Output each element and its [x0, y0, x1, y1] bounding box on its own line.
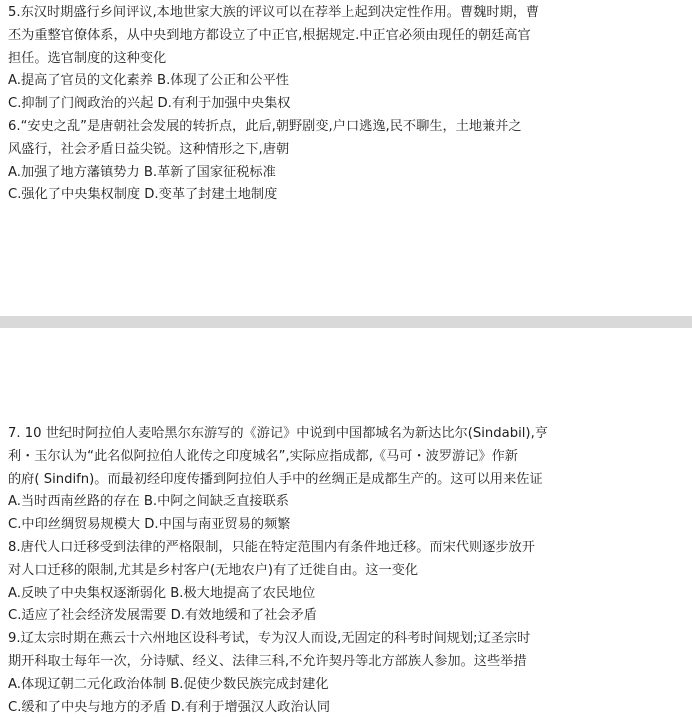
question-6-options-ab: A.加强了地方藩镇势力 B.革新了国家征税标准: [8, 164, 276, 180]
question-6: [8, 116, 688, 207]
question-8-line-2: 对人口迁移的限制,尤其是乡村客户(无地农户)有了迁徙自由。这一变化: [8, 562, 419, 578]
question-9-options-ab: A.体现辽朝二元化政治体制 B.促使少数民族完成封建化: [8, 676, 329, 692]
question-8-options-ab: A.反映了中央集权逐渐弱化 B.极大地提高了农民地位: [8, 585, 316, 601]
question-5: [8, 2, 688, 116]
question-9-line-2: 期开科取士每年一次，分诗赋、经义、法律三科,不允许契丹等北方部族人参加。这些举措: [8, 653, 527, 669]
question-5-line-3: 担任。选官制度的这种变化: [8, 50, 167, 66]
question-9-options-cd: C.缓和了中央与地方的矛盾 D.有利于增强汉人政治认同: [8, 699, 331, 715]
question-5-options-cd: C.抑制了门阀政治的兴起 D.有利于加强中央集权: [8, 96, 291, 112]
document-page-top: [0, 0, 692, 318]
question-7-line-3: 的府( Sindifn)。而最初经印度传播到阿拉伯人手中的丝绸正是成都生产的。这可以用来佐证: [8, 471, 543, 487]
question-7-options-cd: C.中印丝绸贸易规模大 D.中国与南亚贸易的频繁: [8, 517, 291, 533]
question-7-options-ab: A.当时西南丝路的存在 B.中阿之间缺乏直接联系: [8, 494, 289, 510]
question-6-options-cd: C.强化了中央集权制度 D.变革了封建土地制度: [8, 187, 278, 203]
question-5-line-2: 丕为重整官僚体系，从中央到地方都设立了中正官,根据规定.中正官必须由现任的朝廷高官: [8, 27, 531, 43]
question-8-line-1: 8.唐代人口迁移受到法律的严格限制，只能在特定范围内有条件地迁移。而宋代则逐步放开: [8, 539, 535, 555]
question-6-line-1: 6.“安史之乱”是唐朝社会发展的转折点，此后,朝野剧变,户口逃逸,民不聊生，土地兼并之: [8, 118, 522, 134]
questions-block-bottom: [8, 423, 688, 719]
question-7-line-2: 利・玉尔认为“此名似阿拉伯人讹传之印度城名”,实际应指成都,《马可・波罗游记》作新: [8, 448, 518, 464]
question-9: [8, 628, 688, 719]
question-6-line-2: 风盛行，社会矛盾日益尖锐。这种情形之下,唐朝: [8, 141, 290, 157]
question-5-options-ab: A.提高了官员的文化素养 B.体现了公正和公平性: [8, 73, 289, 89]
questions-block-top: [8, 2, 688, 207]
question-5-line-1: 5.东汉时期盛行乡间评议,本地世家大族的评议可以在荐举上起到决定性作用。曹魏时期，曹: [8, 5, 540, 20]
question-8: [8, 537, 688, 628]
question-9-line-1: 9.辽太宗时期在燕云十六州地区设科考试，专为汉人而设,无固定的科考时间规划;辽圣宗时: [8, 631, 531, 647]
question-7-line-1: 7. 10 世纪时阿拉伯人麦哈黑尔东游写的《游记》中说到中国都城名为新达比尔(Sindabil),亨: [8, 426, 548, 441]
document-page-bottom: [0, 328, 692, 715]
question-7: [8, 423, 688, 537]
question-8-options-cd: C.适应了社会经济发展需要 D.有效地缓和了社会矛盾: [8, 608, 317, 624]
